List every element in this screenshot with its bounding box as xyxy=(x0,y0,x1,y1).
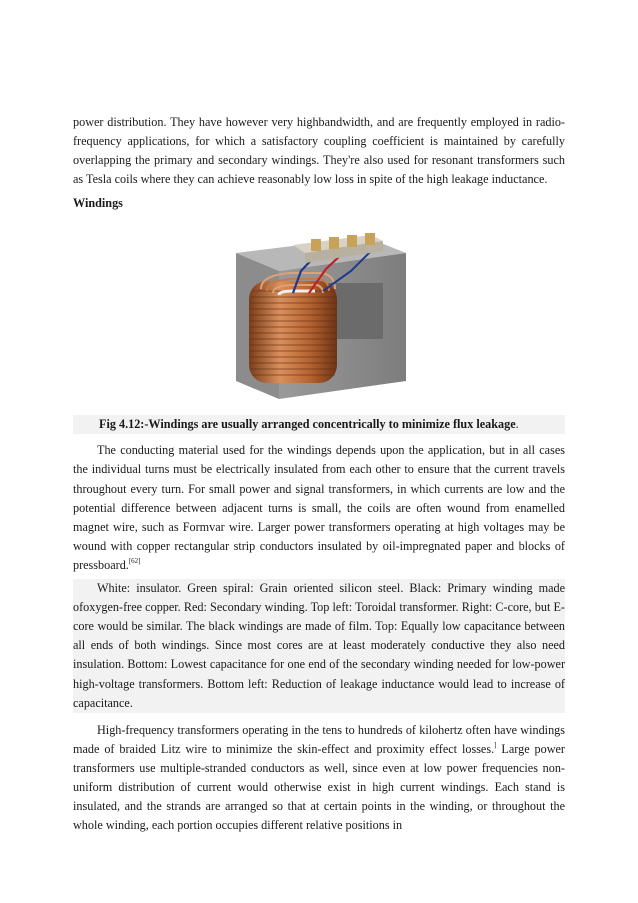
paragraph-intro: power distribution. They have however very highbandwidth, and are frequently employed in radio-frequency applications, for which a satisfactory coupling coefficient is maintained by carefully overlapping the primary and secondary windings. They're also used for resonant transformers such as Tesla coils where they can achieve reasonably low loss in spite of the high leakage inductance. xyxy=(73,115,565,187)
figure-caption: Fig 4.12:-Windings are usually arranged concentrically to minimize flux leakage. xyxy=(73,415,565,434)
transformer-windings-figure xyxy=(231,231,431,401)
citation-marker: ] xyxy=(494,740,497,749)
citation-62: [62] xyxy=(128,556,141,565)
paragraph-legend: White: insulator. Green spiral: Grain oriented silicon steel. Black: Primary winding made ofoxygen-free copper. Red: Secondary winding. Top left: Toroidal transformer. Right: C-core, but E-core would be similar. The black windings are made of film. Top: Equally low capacitance between all ends of both windings. Since most cores are at least moderately conductive they also need insulation. Bottom: Lowest capacitance for one end of the secondary winding needed for low-power high-voltage transformers. Bottom left: Reduction of leakage inductance would lead to increase of capacitance. xyxy=(73,579,565,713)
heading-windings: Windings xyxy=(73,196,123,211)
paragraph-conducting-material: The conducting material used for the windings depends upon the application, but in all cases the individual turns must be electrically insulated from each other to ensure that the current travels throughout every turn. For small power and signal transformers, in which currents are low and the potential difference between adjacent turns is small, the coils are often wound from enamelled magnet wire, such as Formvar wire. Larger power transformers operating at high voltages may be wound with copper rectangular strip conductors insulated by oil-impregnated paper and blocks of pressboard.[62] xyxy=(73,443,565,572)
document-page xyxy=(73,113,565,835)
paragraph-high-frequency: High-frequency transformers operating in the tens to hundreds of kilohertz often have windings made of braided Litz wire to minimize the skin-effect and proximity effect losses.] Large power transformers use multiple-stranded conductors as well, since even at low power frequencies non-uniform distribution of current would otherwise exist in high current windings. Each stand is insulated, and the strands are arranged so that at certain points in the winding, or throughout the whole winding, each portion occupies different relative positions in xyxy=(73,722,565,833)
